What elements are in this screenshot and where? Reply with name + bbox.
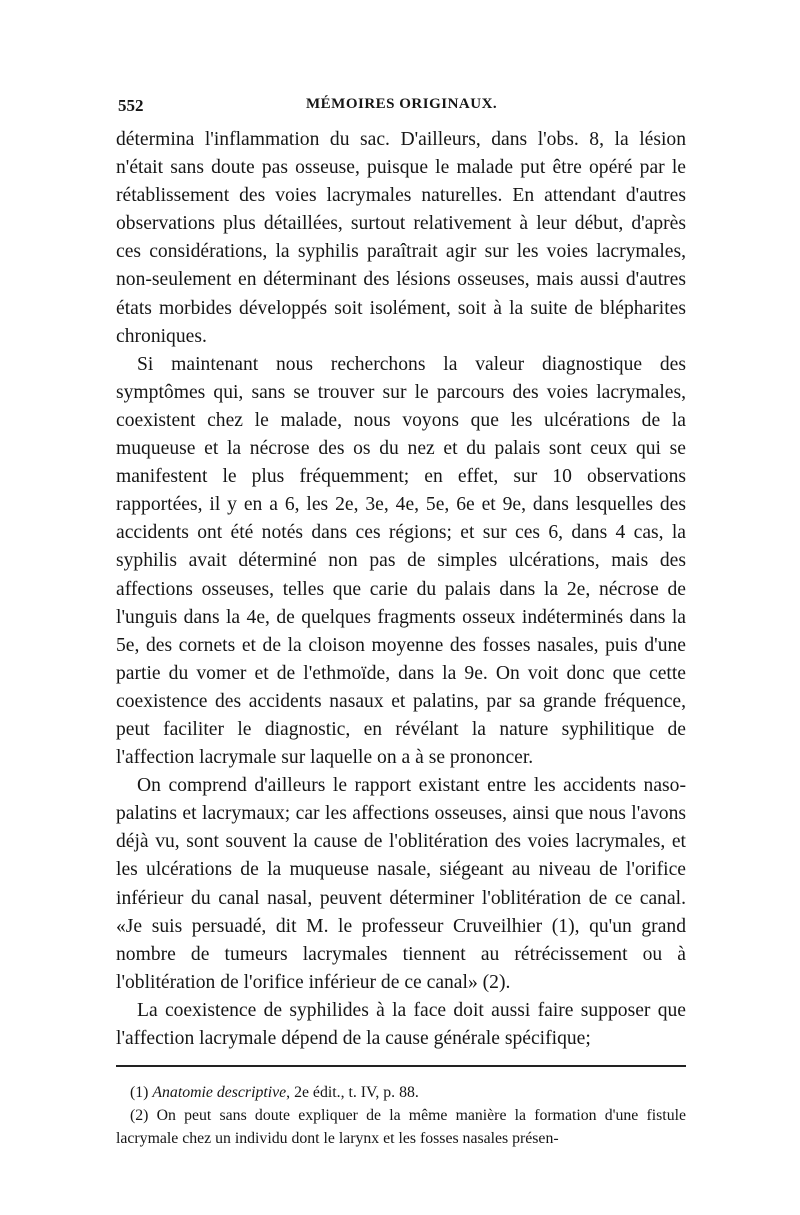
paragraph-1: détermina l'inflammation du sac. D'ailleurs, dans l'obs. 8, la lésion n'était sans doute pas osseuse, puisque le malade put être opéré par le rétablissement des voies lacrymales naturelles. En attendant d'autres observations plus détaillées, surtout relativement à leur début, d'après ces considérations, la syphilis paraîtrait agir sur les voies lacrymales, non-seulement en déterminant des lésions osseuses, mais aussi d'autres états morbides développés soit isolément, soit à la suite de blépharites chroniques. bbox=[116, 129, 686, 347]
footnotes bbox=[116, 1081, 686, 1150]
footnote-1-marker: (1) bbox=[130, 1084, 149, 1102]
paragraph-2: Si maintenant nous recherchons la valeur diagnostique des symptômes qui, sans se trouver sur le parcours des voies lacrymales, coexistent chez le malade, nous voyons que les ulcérations de la muqueuse et la nécrose des os du nez et du palais sont ceux qui se manifestent le plus fréquemment; en effet, sur 10 observations rapportées, il y en a 6, les 2e, 3e, 4e, 5e, 6e et 9e, dans lesquelles des accidents ont été notés dans ces régions; et sur ces 6, dans 4 cas, la syphilis avait déterminé non pas de simples ulcérations, mais des affections osseuses, telles que carie du palais dans la 2e, nécrose de l'unguis dans la 4e, de quelques fragments osseux indéterminés dans la 5e, des cornets et de la cloison moyenne des fosses nasales, puis d'une partie du vomer et de l'ethmoïde, dans la 9e. On voit donc que cette coexistence des accidents nasaux et palatins, par sa grande fréquence, peut faciliter le diagnostic, en révélant la nature syphilitique de l'affection lacrymale sur laquelle on a à se prononcer. bbox=[116, 353, 686, 769]
running-head: MÉMOIRES ORIGINAUX. bbox=[306, 96, 498, 112]
body-text bbox=[116, 126, 686, 1053]
footnote-rule bbox=[116, 1065, 686, 1067]
footnote-1-source: Anatomie descriptive bbox=[152, 1084, 287, 1102]
footnote-1 bbox=[116, 1081, 686, 1104]
page-number: 552 bbox=[118, 96, 144, 115]
paragraph-4: La coexistence de syphilides à la face doit aussi faire supposer que l'affection lacrymale dépend de la cause générale spécifique; bbox=[116, 999, 686, 1049]
footnote-2: (2) On peut sans doute expliquer de la même manière la formation d'une fistule lacrymale chez un individu dont le larynx et les fosses nasales présen- bbox=[116, 1107, 686, 1148]
paragraph-3: On comprend d'ailleurs le rapport existant entre les accidents naso-palatins et lacrymaux; car les affections osseuses, ainsi que nous l'avons déjà vu, sont souvent la cause de l'oblitération des voies lacrymales, et les ulcérations de la muqueuse nasale, siégeant au niveau de l'orifice inférieur du canal nasal, peuvent déterminer l'oblitération de ce canal. «Je suis persuadé, dit M. le professeur Cruveilhier (1), qu'un grand nombre de tumeurs lacrymales tiennent au rétrécissement ou à l'oblitération de l'orifice inférieur de ce canal» (2). bbox=[116, 775, 686, 993]
page-header bbox=[116, 96, 686, 126]
book-page bbox=[116, 96, 686, 1150]
footnote-1-rest: , 2e édit., t. IV, p. 88. bbox=[286, 1084, 419, 1102]
